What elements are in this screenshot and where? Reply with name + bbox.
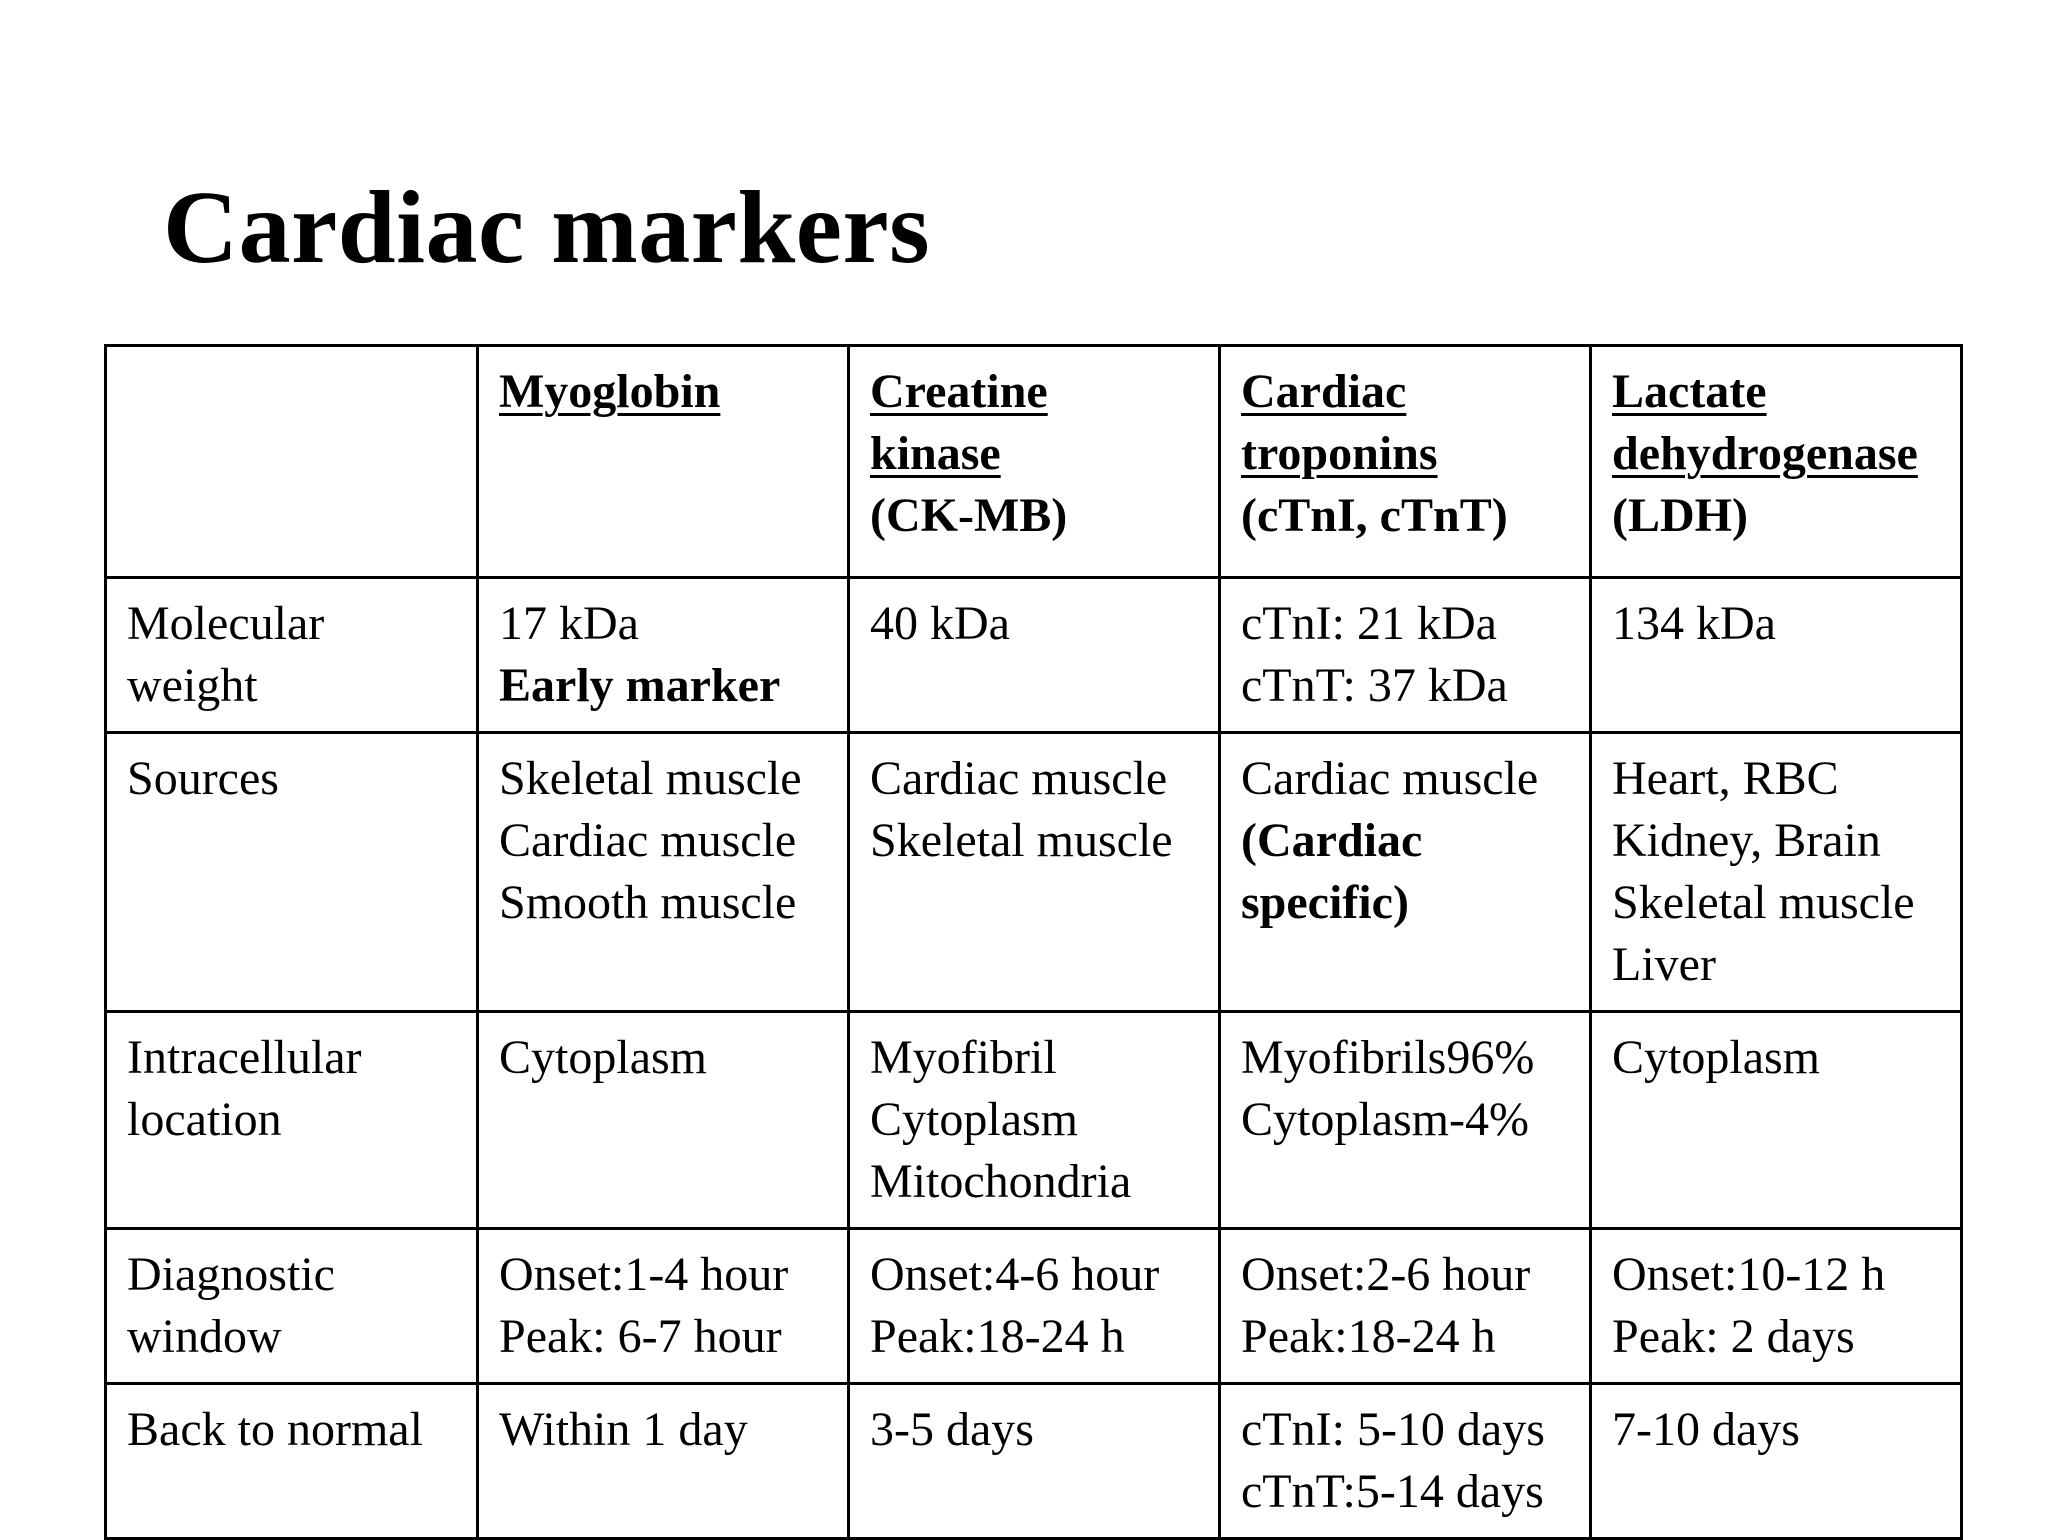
row-label: Back to normal bbox=[106, 1384, 478, 1539]
row-label: Intracellular location bbox=[106, 1012, 478, 1229]
table-cell: cTnI: 21 kDa cTnT: 37 kDa bbox=[1220, 578, 1591, 733]
header-name: Myoglobin bbox=[499, 365, 721, 418]
row-label: Diagnostic window bbox=[106, 1229, 478, 1384]
table-row bbox=[106, 733, 1962, 1012]
header-name: Creatine kinase bbox=[870, 365, 1048, 480]
table-cell: Skeletal muscle Cardiac muscle Smooth muscle bbox=[478, 733, 849, 1012]
table-row bbox=[106, 1012, 1962, 1229]
header-cell-creatine-kinase bbox=[849, 346, 1220, 578]
table-row bbox=[106, 1384, 1962, 1539]
table-cell: Cardiac muscle Skeletal muscle bbox=[849, 733, 1220, 1012]
table-row bbox=[106, 578, 1962, 733]
header-abbr: (CK-MB) bbox=[870, 489, 1068, 542]
table-cell: Cytoplasm bbox=[1591, 1012, 1962, 1229]
table-cell: Heart, RBC Kidney, Brain Skeletal muscle Liver bbox=[1591, 733, 1962, 1012]
table-cell: Onset:4-6 hour Peak:18-24 h bbox=[849, 1229, 1220, 1384]
row-label: Molecular weight bbox=[106, 578, 478, 733]
table-cell: Within 1 day bbox=[478, 1384, 849, 1539]
header-name: Cardiac troponins bbox=[1241, 365, 1438, 480]
table-cell: Myofibrils96% Cytoplasm-4% bbox=[1220, 1012, 1591, 1229]
header-cell-myoglobin bbox=[478, 346, 849, 578]
table-row bbox=[106, 1229, 1962, 1384]
cardiac-markers-table bbox=[104, 344, 1963, 1540]
slide-title: Cardiac markers bbox=[163, 170, 931, 285]
table-cell: 17 kDa Early marker bbox=[478, 578, 849, 733]
header-abbr: (cTnI, cTnT) bbox=[1241, 489, 1508, 542]
table-cell: cTnI: 5-10 days cTnT:5-14 days bbox=[1220, 1384, 1591, 1539]
table-cell: Onset:2-6 hour Peak:18-24 h bbox=[1220, 1229, 1591, 1384]
table-cell: 7-10 days bbox=[1591, 1384, 1962, 1539]
header-cell-corner bbox=[106, 346, 478, 578]
header-abbr: (LDH) bbox=[1612, 489, 1748, 542]
table-cell: 134 kDa bbox=[1591, 578, 1962, 733]
table-cell: Cytoplasm bbox=[478, 1012, 849, 1229]
header-name: Lactate dehydrogenase bbox=[1612, 365, 1918, 480]
table-cell: 40 kDa bbox=[849, 578, 1220, 733]
table-cell: Cardiac muscle (Cardiac specific) bbox=[1220, 733, 1591, 1012]
table-cell: Onset:10-12 h Peak: 2 days bbox=[1591, 1229, 1962, 1384]
row-label: Sources bbox=[106, 733, 478, 1012]
table-header-row bbox=[106, 346, 1962, 578]
header-cell-cardiac-troponins bbox=[1220, 346, 1591, 578]
header-cell-lactate-dehydrogenase bbox=[1591, 346, 1962, 578]
table-cell: 3-5 days bbox=[849, 1384, 1220, 1539]
table-cell: Onset:1-4 hour Peak: 6-7 hour bbox=[478, 1229, 849, 1384]
table-cell: Myofibril Cytoplasm Mitochondria bbox=[849, 1012, 1220, 1229]
